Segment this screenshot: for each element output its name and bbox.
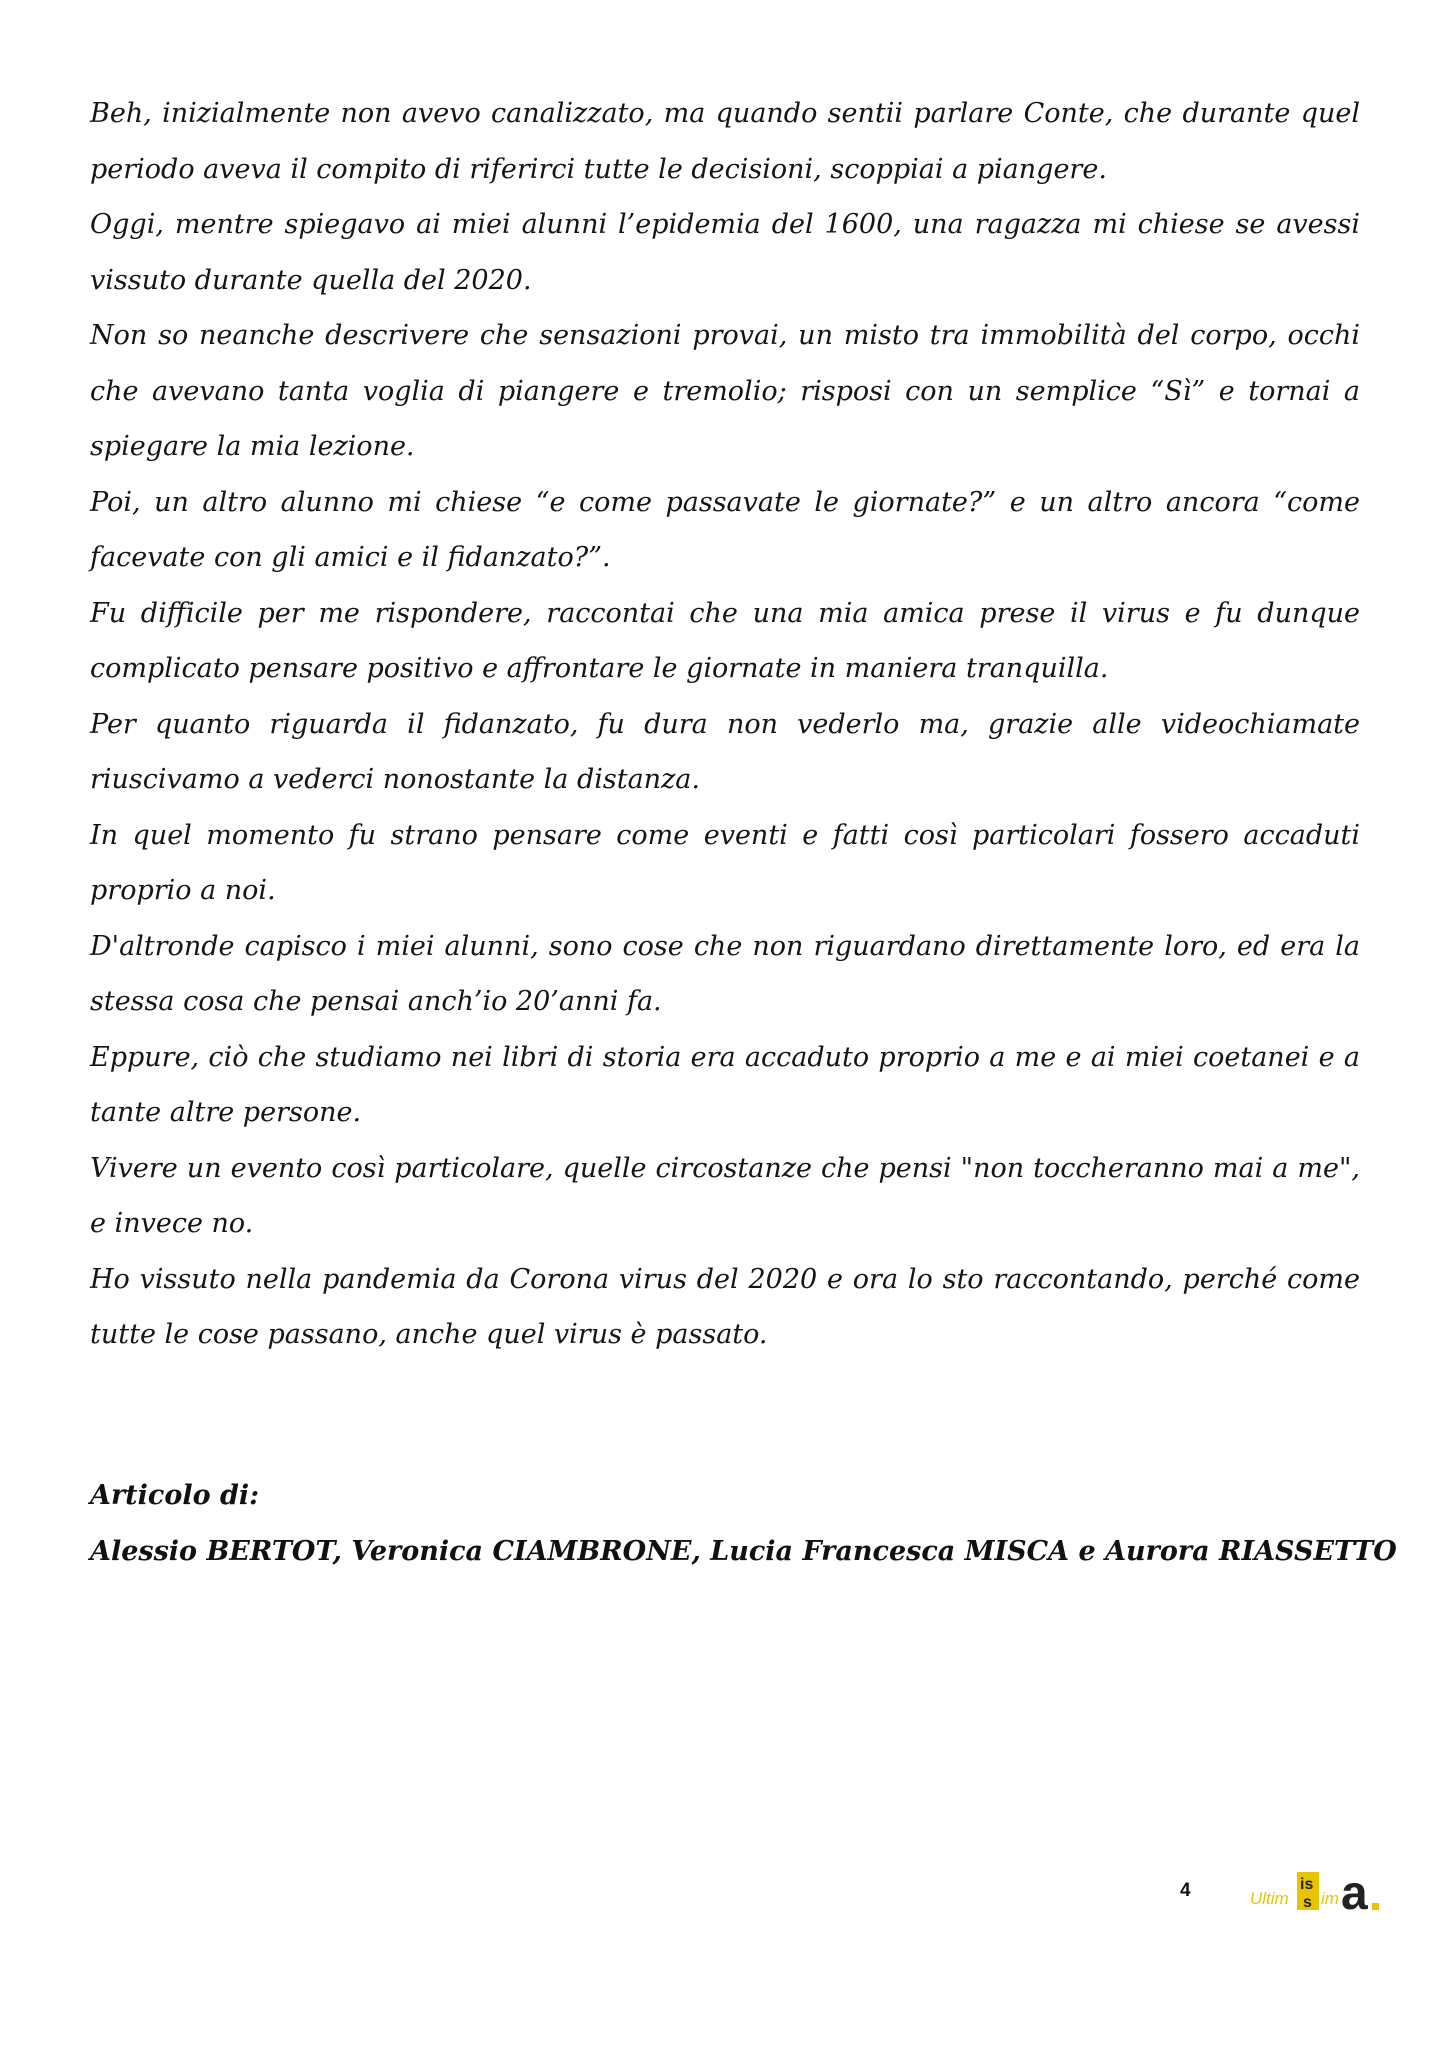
paragraph: Per quanto riguarda il fidanzato, fu dura non vederlo ma, grazie alle videochiamate riuscivamo a vederci nonostante la distanza. xyxy=(90,708,1360,795)
article-credits xyxy=(90,1468,1397,1580)
svg-text:im: im xyxy=(1321,1889,1339,1908)
credits-heading: Articolo di: xyxy=(90,1480,260,1511)
svg-text:Ultim: Ultim xyxy=(1250,1889,1289,1908)
credits-authors: Alessio BERTOT, Veronica CIAMBRONE, Lucia Francesca MISCA e Aurora RIASSETTO xyxy=(90,1536,1397,1567)
svg-text:s: s xyxy=(1303,1894,1312,1911)
paragraph: Oggi, mentre spiegavo ai miei alunni l’epidemia del 1600, una ragazza mi chiese se avessi vissuto durante quella del 2020. xyxy=(90,209,1360,296)
page-footer xyxy=(1180,1868,1410,1924)
paragraph: Non so neanche descrivere che sensazioni provai, un misto tra immobilità del corpo, occhi che avevano tanta voglia di piangere e tremolio; risposi con un semplice “Sì” e tornai a spiegare la mia lezione. xyxy=(90,320,1360,462)
paragraph: Ho vissuto nella pandemia da Corona virus del 2020 e ora lo sto raccontando, perché come tutte le cose passano, anche quel virus è passato. xyxy=(90,1263,1360,1350)
paragraph: Beh, inizialmente non avevo canalizzato, ma quando sentii parlare Conte, che durante quel periodo aveva il compito di riferirci tutte le decisioni, scoppiai a piangere. xyxy=(90,98,1360,185)
paragraph: Eppure, ciò che studiamo nei libri di storia era accaduto proprio a me e ai miei coetanei e a tante altre persone. xyxy=(90,1041,1360,1128)
ultimissima-logo xyxy=(1248,1868,1408,1920)
paragraph: D'altronde capisco i miei alunni, sono cose che non riguardano direttamente loro, ed era la stessa cosa che pensai anch’io 20’anni fa. xyxy=(90,930,1360,1017)
svg-text:is: is xyxy=(1300,1876,1314,1893)
paragraph: Poi, un altro alunno mi chiese “e come passavate le giornate?” e un altro ancora “come facevate con gli amici e il fidanzato?”. xyxy=(90,486,1360,573)
paragraph: Vivere un evento così particolare, quelle circostanze che pensi "non toccheranno mai a me", e invece no. xyxy=(90,1152,1360,1239)
paragraph: Fu difficile per me rispondere, raccontai che una mia amica prese il virus e fu dunque complicato pensare positivo e affrontare le giornate in maniera tranquilla. xyxy=(90,597,1360,684)
article-body xyxy=(90,86,1360,1363)
paragraph: In quel momento fu strano pensare come eventi e fatti così particolari fossero accaduti proprio a noi. xyxy=(90,819,1360,906)
page-number: 4 xyxy=(1180,1880,1191,1901)
svg-text:a: a xyxy=(1341,1868,1368,1920)
